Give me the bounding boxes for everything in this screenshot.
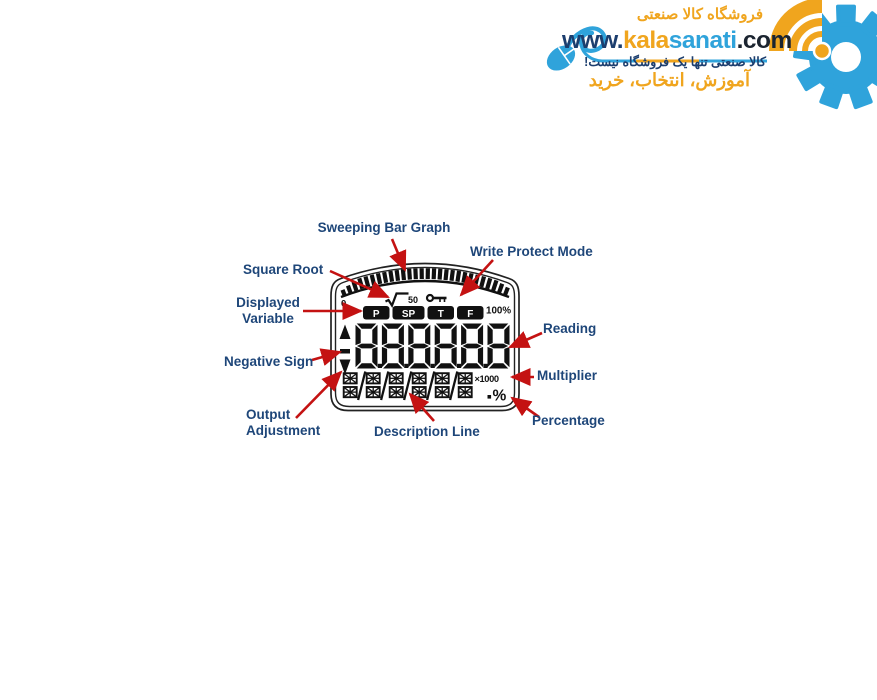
label-output-adjustment-line1: Output [246,407,291,422]
label-displayed-variable [222,295,314,326]
percent-sign: % [492,387,507,405]
svg-text:P: P [372,308,380,320]
logo-domain-com: .com [736,27,792,54]
label-description-line: Description Line [374,424,480,439]
label-percentage: Percentage [532,413,605,428]
minus-icon [340,349,350,354]
label-multiplier: Multiplier [537,368,597,383]
lcd-display [331,264,519,411]
logo-tagline-top: فروشگاه کالا صنعتی [636,6,763,23]
label-output-adjustment-line2: Adjustment [246,422,321,438]
logo-domain-www: www. [562,27,624,54]
scale-mid: 50 [408,295,419,305]
svg-text:F: F [467,308,474,320]
label-output-adjustment [246,407,320,438]
label-square-root: Square Root [243,262,324,277]
label-reading: Reading [543,321,597,336]
decimal-point [488,395,492,399]
label-negative-sign: Negative Sign [224,354,314,369]
svg-text:SP: SP [401,308,416,320]
scale-full: 100% [486,305,512,317]
scale-zero: 0 [341,298,347,310]
logo-domain-sanati: sanati [668,27,737,54]
logo-tagline-bottom: آموزش، انتخاب، خرید [588,70,750,90]
svg-text:T: T [437,308,444,320]
label-write-protect-mode: Write Protect Mode [470,244,593,259]
multiplier-value: ×1000 [474,374,499,384]
displayed-variable-flags [363,306,484,320]
logo-subtitle: کالا صنعتی تنها یک فروشگاه نیست! [584,55,766,69]
label-displayed-variable-line2: Variable [242,310,294,326]
logo-domain-kala: kala [623,27,669,54]
label-displayed-variable-line1: Displayed [236,295,300,310]
label-sweeping-bar-graph: Sweeping Bar Graph [317,220,451,235]
